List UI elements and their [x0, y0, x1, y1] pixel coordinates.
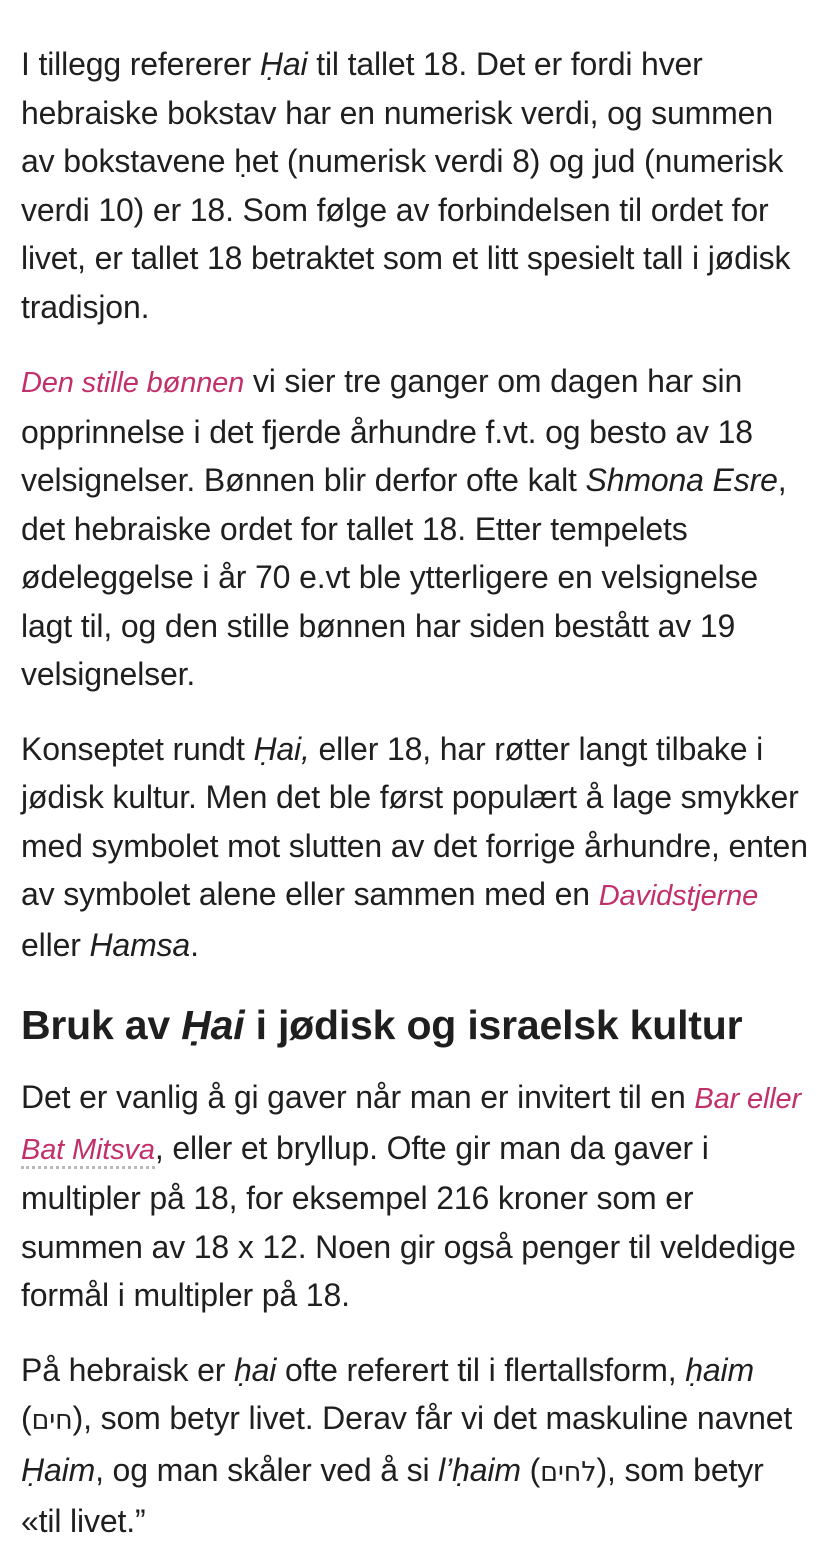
text: ), som betyr livet. Derav får vi det maskuline navnet — [72, 1400, 793, 1436]
link-bat-mitsva[interactable]: Bat Mitsva — [21, 1134, 155, 1169]
text: vi sier tre ganger om dagen har sin opprinnelse i det fjerde århundre f.vt. og besto av 18 velsignelser. Bønnen blir derfor ofte kalt — [21, 363, 753, 498]
paragraph-silent-prayer — [21, 357, 808, 699]
text: eller 18, har røtter langt tilbake i jødisk kultur. Men det ble først populært å lage smykker med symbolet mot slutten av det forrige århundre, enten av symbolet alene eller sammen med en — [21, 730, 808, 912]
heading-text: Bruk av — [21, 1002, 182, 1048]
text: eller — [21, 926, 90, 963]
term-hai: ḥai — [233, 1351, 277, 1388]
text: , og man skåler ved å si — [95, 1451, 439, 1488]
section-heading — [21, 997, 808, 1053]
paragraph-plural-form — [21, 1346, 808, 1546]
text: ( — [520, 1451, 541, 1488]
term-hai: Ḥai, — [253, 730, 310, 767]
term-hai: Ḥai — [259, 46, 308, 82]
term-haim-name: Ḥaim — [21, 1451, 96, 1488]
heading-term-hai: Ḥai — [181, 1002, 245, 1048]
link-den-stille-bonnen[interactable]: Den stille bønnen — [21, 367, 245, 399]
term-shmona-esre: Shmona Esre — [585, 462, 778, 498]
text: til tallet 18. Det er fordi hver hebraiske bokstav har en numerisk verdi, og summen av bokstavene ḥet (numerisk verdi 8) og jud (numerisk verdi 10) er 18. Som følge av forbindelsen til ordet for livet, er tallet 18 betraktet som et litt spesielt tall i jødisk tradisjon. — [21, 46, 791, 325]
text: , eller et bryllup. Ofte gir man da gaver i multipler på 18, for eksempel 216 kroner som er summen av 18 x 12. Noen gir også penger til veldedige formål i multipler på 18. — [21, 1129, 796, 1313]
paragraph-hai-number — [21, 40, 808, 331]
text: . — [190, 926, 199, 963]
term-lhaim: l’ḥaim — [438, 1451, 521, 1488]
term-haim: ḥaim — [685, 1351, 754, 1388]
text: ), som betyr «til livet.” — [21, 1451, 764, 1539]
text: Det er vanlig å gi gaver når man er invitert til en — [21, 1079, 695, 1115]
hebrew-word-haim: חים — [31, 1405, 73, 1436]
text: ofte referert til i flertallsform, — [276, 1351, 686, 1388]
text: Konseptet rundt — [21, 730, 254, 767]
link-bar-mitsva[interactable]: Bar eller — [694, 1083, 802, 1115]
hebrew-word-lhaim: לחים — [540, 1456, 597, 1488]
term-hamsa: Hamsa — [89, 926, 191, 963]
text: ( — [21, 1400, 32, 1436]
text: , det hebraiske ordet for tallet 18. Etter tempelets ødeleggelse i år 70 e.vt ble ytterligere en velsignelse lagt til, og den stille bønnen har siden bestått av 19 velsignelser. — [21, 462, 787, 692]
paragraph-concept — [21, 725, 808, 970]
link-davidstjerne[interactable]: Davidstjerne — [598, 880, 759, 912]
paragraph-gifts — [21, 1073, 808, 1320]
heading-text: i jødisk og israelsk kultur — [244, 1002, 743, 1048]
text: På hebraisk er — [21, 1351, 234, 1388]
text: I tillegg refererer — [21, 46, 260, 82]
